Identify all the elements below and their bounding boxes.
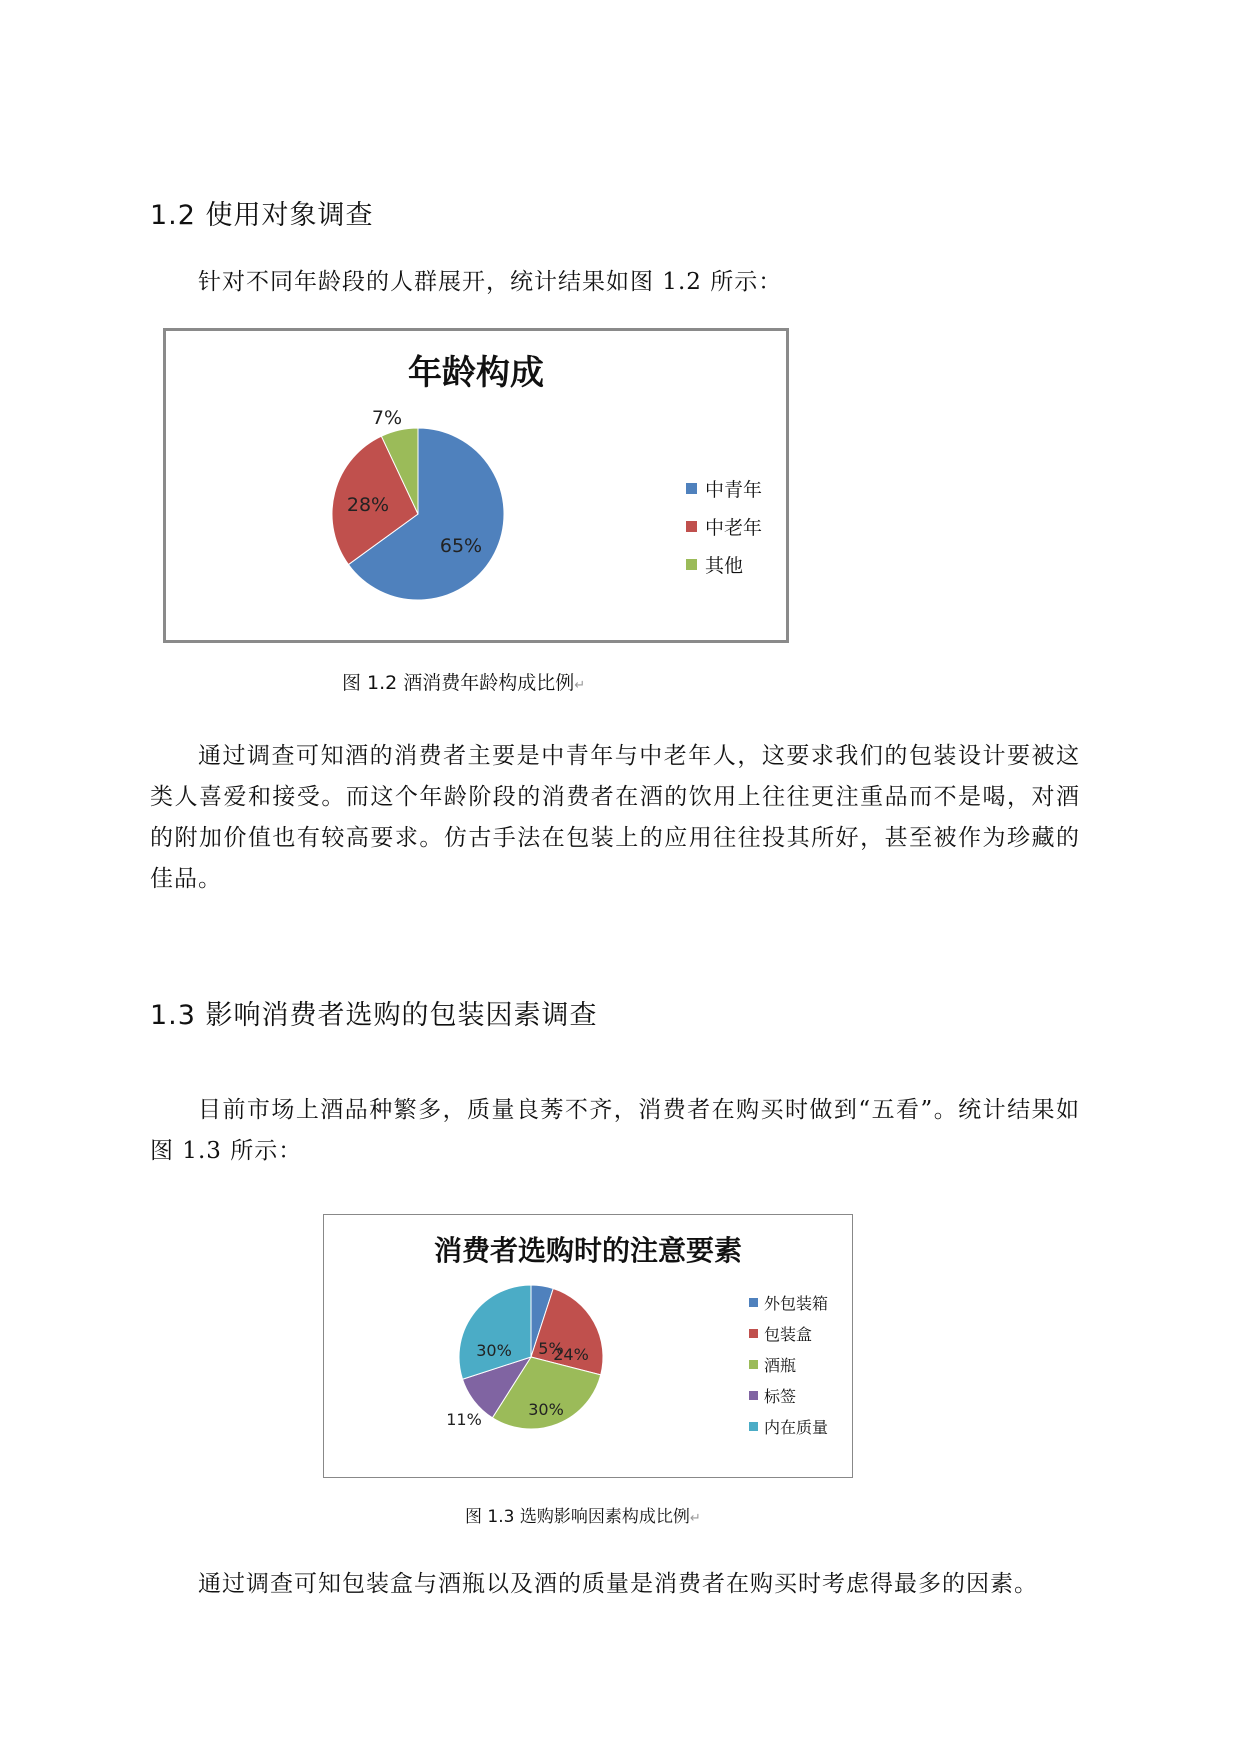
legend-swatch: [686, 521, 697, 532]
caption-text: 图 1.2 酒消费年龄构成比例: [342, 672, 575, 694]
section-para-1-3: 通过调查可知包装盒与酒瓶以及酒的质量是消费者在购买时考虑得最多的因素。: [198, 1571, 1038, 1597]
section-intro-1-2: 针对不同年龄段的人群展开，统计结果如图 1.2 所示：: [198, 269, 783, 295]
factor-chart: [323, 1214, 853, 1478]
legend-label: 酒瓶: [764, 1356, 797, 1375]
data-label: 5%: [538, 1339, 564, 1358]
data-label: 65%: [439, 535, 483, 557]
factor-chart-title: 消费者选购时的注意要素: [433, 1234, 742, 1267]
figure-caption-1-3: [465, 1502, 701, 1527]
legend-label: 中青年: [705, 478, 763, 501]
legend-label: 标签: [764, 1387, 797, 1406]
legend-item: [749, 1349, 828, 1380]
age-chart: [163, 328, 789, 643]
legend-item: [749, 1287, 828, 1318]
figure-caption-1-2: [342, 668, 585, 695]
legend-item: [686, 545, 762, 583]
legend-item: [686, 469, 762, 507]
data-label: 7%: [371, 407, 403, 429]
age-chart-title: 年龄构成: [408, 353, 544, 393]
legend-item: [749, 1380, 828, 1411]
legend-swatch: [749, 1391, 758, 1400]
legend-label: 内在质量: [764, 1418, 829, 1437]
return-mark: ↵: [689, 1511, 701, 1526]
section-heading-1-2: 1.2 使用对象调查: [150, 200, 374, 231]
legend-swatch: [686, 483, 697, 494]
caption-text: 图 1.3 选购影响因素构成比例: [465, 1507, 690, 1527]
legend-item: [749, 1411, 828, 1442]
legend-swatch: [749, 1298, 758, 1307]
legend-label: 中老年: [705, 516, 763, 539]
legend-label: 其他: [705, 554, 744, 577]
legend-swatch: [749, 1329, 758, 1338]
legend-item: [749, 1318, 828, 1349]
section-intro-1-3: 目前市场上酒品种繁多，质量良莠不齐，消费者在购买时做到“五看”。统计结果如图 1.3 所示：: [150, 1097, 1080, 1164]
data-label: 11%: [446, 1410, 482, 1429]
section-para-1-2: 通过调查可知酒的消费者主要是中青年与中老年人，这要求我们的包装设计要被这类人喜爱和接受。而这个年龄阶段的消费者在酒的饮用上往往更注重品而不是喝，对酒的附加价值也有较高要求。仿古手法在包装上的应用往往投其所好，甚至被作为珍藏的佳品。: [150, 743, 1080, 892]
data-label: 30%: [528, 1400, 564, 1419]
age-legend: [686, 469, 762, 583]
legend-swatch: [686, 559, 697, 570]
section-heading-1-3: 1.3 影响消费者选购的包装因素调查: [150, 1000, 598, 1031]
legend-label: 外包装箱: [764, 1294, 829, 1313]
legend-label: 包装盒: [764, 1325, 813, 1344]
data-label: 28%: [346, 494, 390, 516]
legend-swatch: [749, 1360, 758, 1369]
data-label: 30%: [476, 1341, 512, 1360]
return-mark: ↵: [574, 678, 586, 693]
legend-swatch: [749, 1422, 758, 1431]
factor-legend: [749, 1287, 828, 1442]
legend-item: [686, 507, 762, 545]
data-label: 24%: [553, 1345, 589, 1364]
